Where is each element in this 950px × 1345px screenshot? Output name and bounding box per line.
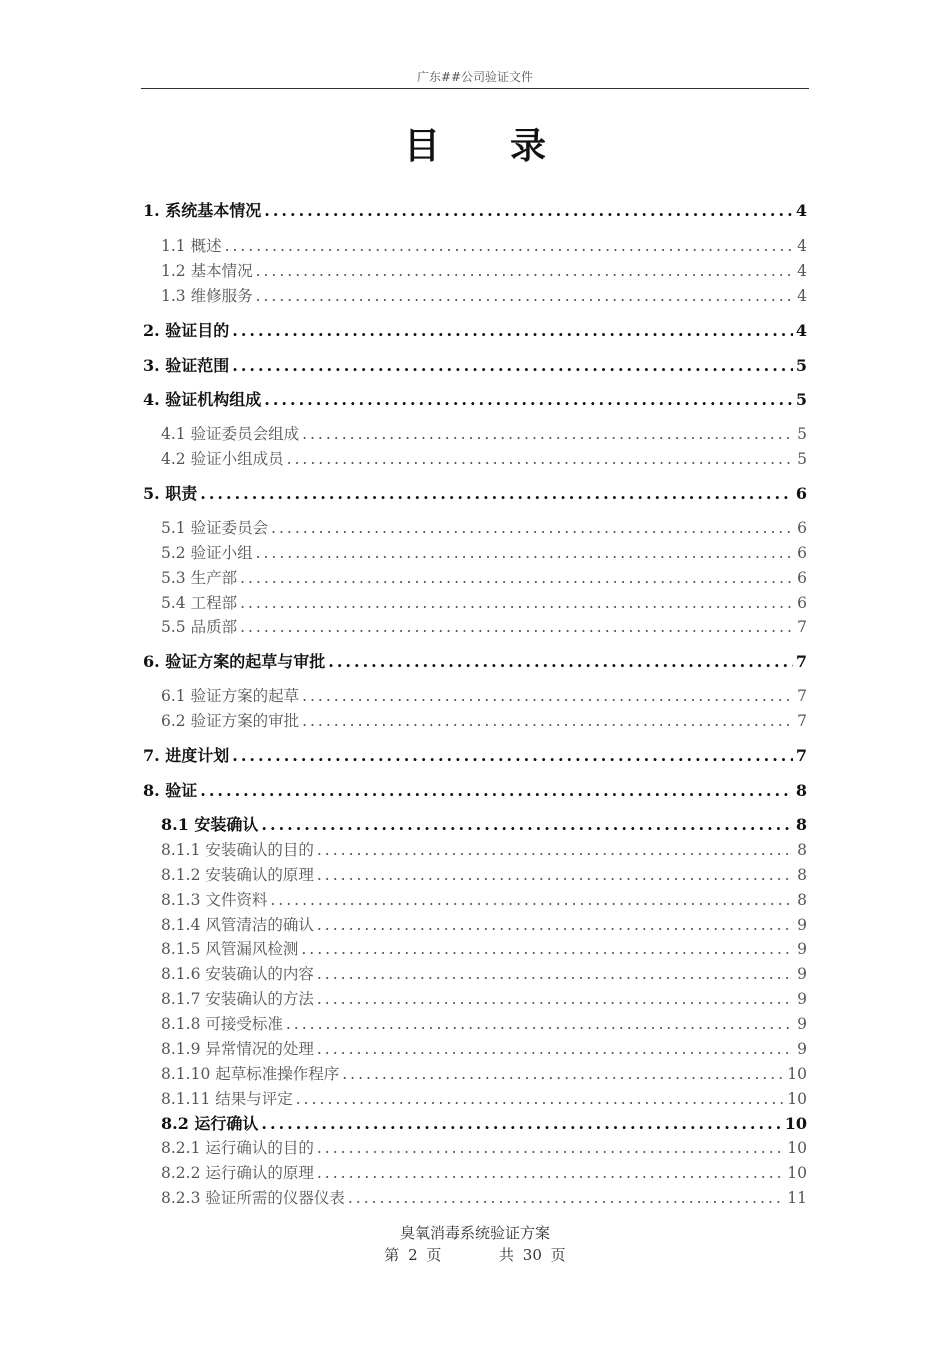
toc-entry[interactable]: [161, 1187, 807, 1209]
toc-entry-label: 1.1 概述: [161, 237, 222, 255]
footer-page-info: [0, 1244, 950, 1265]
toc-dot-leader: [271, 517, 794, 539]
toc-dot-leader: [256, 260, 795, 282]
toc-entry-label: 6. 验证方案的起草与审批: [143, 652, 326, 671]
toc-entry-label: 4.1 验证委员会组成: [161, 425, 300, 443]
toc-entry-page: 8: [795, 781, 807, 800]
toc-entry[interactable]: [161, 235, 807, 257]
toc-dot-leader: [232, 320, 793, 342]
toc-entry[interactable]: [161, 914, 807, 936]
toc-entry[interactable]: [161, 988, 807, 1010]
toc-dot-leader: [317, 963, 794, 985]
toc-dot-leader: [240, 567, 794, 589]
toc-entry-label: 8.1.11 结果与评定: [161, 1090, 293, 1108]
toc-entry[interactable]: [161, 1137, 807, 1159]
toc-entry-page: 4: [797, 237, 807, 255]
page-header-text: 广东##公司验证文件: [416, 70, 534, 84]
toc-entry-page: 7: [795, 746, 807, 765]
toc-entry[interactable]: [161, 542, 807, 564]
toc-entry-page: 9: [797, 990, 807, 1008]
toc-entry-label: 8.1.1 安装确认的目的: [161, 841, 314, 859]
toc-entry[interactable]: [161, 448, 807, 470]
toc-entry-page: 4: [795, 201, 807, 220]
footer-page-number: 2: [408, 1246, 418, 1264]
toc-entry-page: 10: [787, 1139, 807, 1157]
toc-dot-leader: [264, 389, 793, 411]
toc-entry[interactable]: [143, 483, 807, 505]
toc-entry[interactable]: [161, 710, 807, 732]
toc-entry-label: 8.2.1 运行确认的目的: [161, 1139, 314, 1157]
toc-entry-label: 6.1 验证方案的起草: [161, 687, 300, 705]
toc-entry-label: 5.3 生产部: [161, 569, 238, 587]
toc-entry-page: 10: [787, 1090, 807, 1108]
footer-doc-title: 臭氧消毒系统验证方案: [399, 1224, 550, 1242]
toc-entry-label: 8.1.8 可接受标准: [161, 1015, 283, 1033]
toc-entry-page: 9: [797, 965, 807, 983]
toc-entry[interactable]: [161, 889, 807, 911]
toc-entry-page: 10: [787, 1065, 807, 1083]
toc-dot-leader: [200, 483, 793, 505]
toc-entry-label: 8.1.4 风管清洁的确认: [161, 916, 314, 934]
toc-entry-label: 8.1.10 起草标准操作程序: [161, 1065, 340, 1083]
toc-entry-label: 4.2 验证小组成员: [161, 450, 284, 468]
toc-entry-label: 6.2 验证方案的审批: [161, 712, 300, 730]
toc-entry[interactable]: [161, 1063, 807, 1085]
toc-entry[interactable]: [161, 1088, 807, 1110]
toc-entry-label: 8.1.7 安装确认的方法: [161, 990, 314, 1008]
toc-entry-page: 5: [797, 425, 807, 443]
toc-entry-label: 5. 职责: [143, 484, 198, 503]
toc-entry-page: 6: [797, 544, 807, 562]
toc-entry-page: 5: [797, 450, 807, 468]
toc-entry-label: 1.2 基本情况: [161, 262, 253, 280]
toc-dot-leader: [200, 780, 793, 802]
toc-entry-page: 11: [787, 1189, 807, 1207]
toc-dot-leader: [240, 592, 794, 614]
toc-entry-label: 5.4 工程部: [161, 594, 238, 612]
toc-entry-page: 6: [795, 484, 807, 503]
page-title: 目录: [403, 125, 616, 167]
toc-entry-label: 2. 验证目的: [143, 321, 230, 340]
toc-dot-leader: [270, 889, 794, 911]
footer-page-prefix: 第: [384, 1246, 400, 1264]
toc-entry[interactable]: [161, 1013, 807, 1035]
toc-entry[interactable]: [161, 839, 807, 861]
toc-entry-page: 4: [797, 262, 807, 280]
toc-entry[interactable]: [161, 423, 807, 445]
toc-entry-page: 4: [797, 287, 807, 305]
toc-entry-label: 8.1.9 异常情况的处理: [161, 1040, 314, 1058]
footer-total-prefix: 共: [499, 1246, 515, 1264]
toc-entry-page: 5: [795, 390, 807, 409]
toc-dot-leader: [261, 1113, 781, 1135]
toc-entry[interactable]: [161, 1113, 807, 1135]
toc-entry-label: 5.1 验证委员会: [161, 519, 269, 537]
toc-dot-leader: [240, 616, 794, 638]
toc-entry[interactable]: [161, 963, 807, 985]
toc-dot-leader: [264, 200, 793, 222]
toc-entry-label: 8.1.3 文件资料: [161, 891, 268, 909]
toc-dot-leader: [261, 814, 792, 836]
toc-entry-label: 8. 验证: [143, 781, 198, 800]
toc-entry-page: 10: [787, 1164, 807, 1182]
toc-entry[interactable]: [161, 1162, 807, 1184]
toc-entry[interactable]: [161, 592, 807, 614]
toc-entry[interactable]: [161, 567, 807, 589]
toc-entry-label: 1. 系统基本情况: [143, 201, 262, 220]
toc-entry-page: 9: [797, 1015, 807, 1033]
toc-entry-page: 9: [797, 916, 807, 934]
toc-entry-label: 4. 验证机构组成: [143, 390, 262, 409]
toc-dot-leader: [317, 864, 794, 886]
toc-dot-leader: [225, 235, 795, 257]
toc-entry-page: 7: [797, 618, 807, 636]
toc-dot-leader: [342, 1063, 784, 1085]
toc-entry-page: 7: [795, 652, 807, 671]
toc-dot-leader: [256, 542, 795, 564]
toc-entry-page: 6: [797, 519, 807, 537]
toc-entry[interactable]: [143, 355, 807, 377]
toc-entry[interactable]: [143, 320, 807, 342]
toc-entry[interactable]: [161, 260, 807, 282]
toc-entry-label: 8.1.5 风管漏风检测: [161, 940, 299, 958]
toc-entry[interactable]: [161, 685, 807, 707]
toc-dot-leader: [232, 745, 793, 767]
toc-dot-leader: [296, 1088, 785, 1110]
toc-dot-leader: [302, 710, 794, 732]
toc-entry[interactable]: [143, 745, 807, 767]
toc-entry-page: 6: [797, 594, 807, 612]
footer-total-unit: 页: [550, 1246, 566, 1264]
toc-entry[interactable]: [143, 651, 807, 673]
toc-entry-page: 9: [797, 940, 807, 958]
toc-entry-page: 7: [797, 712, 807, 730]
toc-dot-leader: [328, 651, 793, 673]
toc-entry[interactable]: [161, 1038, 807, 1060]
toc-dot-leader: [317, 1137, 784, 1159]
toc-entry-page: 8: [797, 841, 807, 859]
toc-entry-label: 5.5 品质部: [161, 618, 238, 636]
toc-dot-leader: [302, 423, 794, 445]
toc-entry[interactable]: [161, 285, 807, 307]
toc-dot-leader: [232, 355, 793, 377]
toc-entry-label: 1.3 维修服务: [161, 287, 253, 305]
toc-entry[interactable]: [143, 200, 807, 222]
toc-entry-label: 8.1.6 安装确认的内容: [161, 965, 314, 983]
toc-entry-label: 7. 进度计划: [143, 746, 230, 765]
toc-entry-label: 3. 验证范围: [143, 356, 230, 375]
toc-entry[interactable]: [161, 616, 807, 638]
toc-entry-label: 8.1 安装确认: [161, 815, 259, 834]
toc-entry-page: 7: [797, 687, 807, 705]
toc-dot-leader: [317, 1162, 784, 1184]
toc-entry-label: 8.2.2 运行确认的原理: [161, 1164, 314, 1182]
footer-total-number: 30: [522, 1246, 542, 1264]
toc-entry[interactable]: [161, 814, 807, 836]
toc-entry-page: 8: [795, 815, 807, 834]
toc-dot-leader: [256, 285, 795, 307]
toc-dot-leader: [287, 448, 795, 470]
toc-dot-leader: [302, 685, 794, 707]
toc-entry-page: 4: [795, 321, 807, 340]
toc-dot-leader: [317, 839, 794, 861]
toc-entry[interactable]: [143, 780, 807, 802]
toc-entry[interactable]: [143, 389, 807, 411]
toc-dot-leader: [317, 1038, 794, 1060]
toc-entry-page: 6: [797, 569, 807, 587]
toc-dot-leader: [301, 938, 794, 960]
toc-entry-page: 8: [797, 866, 807, 884]
toc-dot-leader: [317, 988, 794, 1010]
toc-entry-label: 8.2 运行确认: [161, 1114, 259, 1133]
toc-entry[interactable]: [161, 864, 807, 886]
toc-entry[interactable]: [161, 938, 807, 960]
toc-entry-page: 9: [797, 1040, 807, 1058]
toc-entry-label: 5.2 验证小组: [161, 544, 253, 562]
toc-entry-page: 8: [797, 891, 807, 909]
toc-dot-leader: [348, 1187, 784, 1209]
toc-dot-leader: [317, 914, 794, 936]
toc-entry-label: 8.2.3 验证所需的仪器仪表: [161, 1189, 345, 1207]
footer-page-unit: 页: [426, 1246, 442, 1264]
toc-entry[interactable]: [161, 517, 807, 539]
toc-dot-leader: [286, 1013, 794, 1035]
toc-entry-page: 10: [784, 1114, 807, 1133]
toc-entry-label: 8.1.2 安装确认的原理: [161, 866, 314, 884]
toc-entry-page: 5: [795, 356, 807, 375]
